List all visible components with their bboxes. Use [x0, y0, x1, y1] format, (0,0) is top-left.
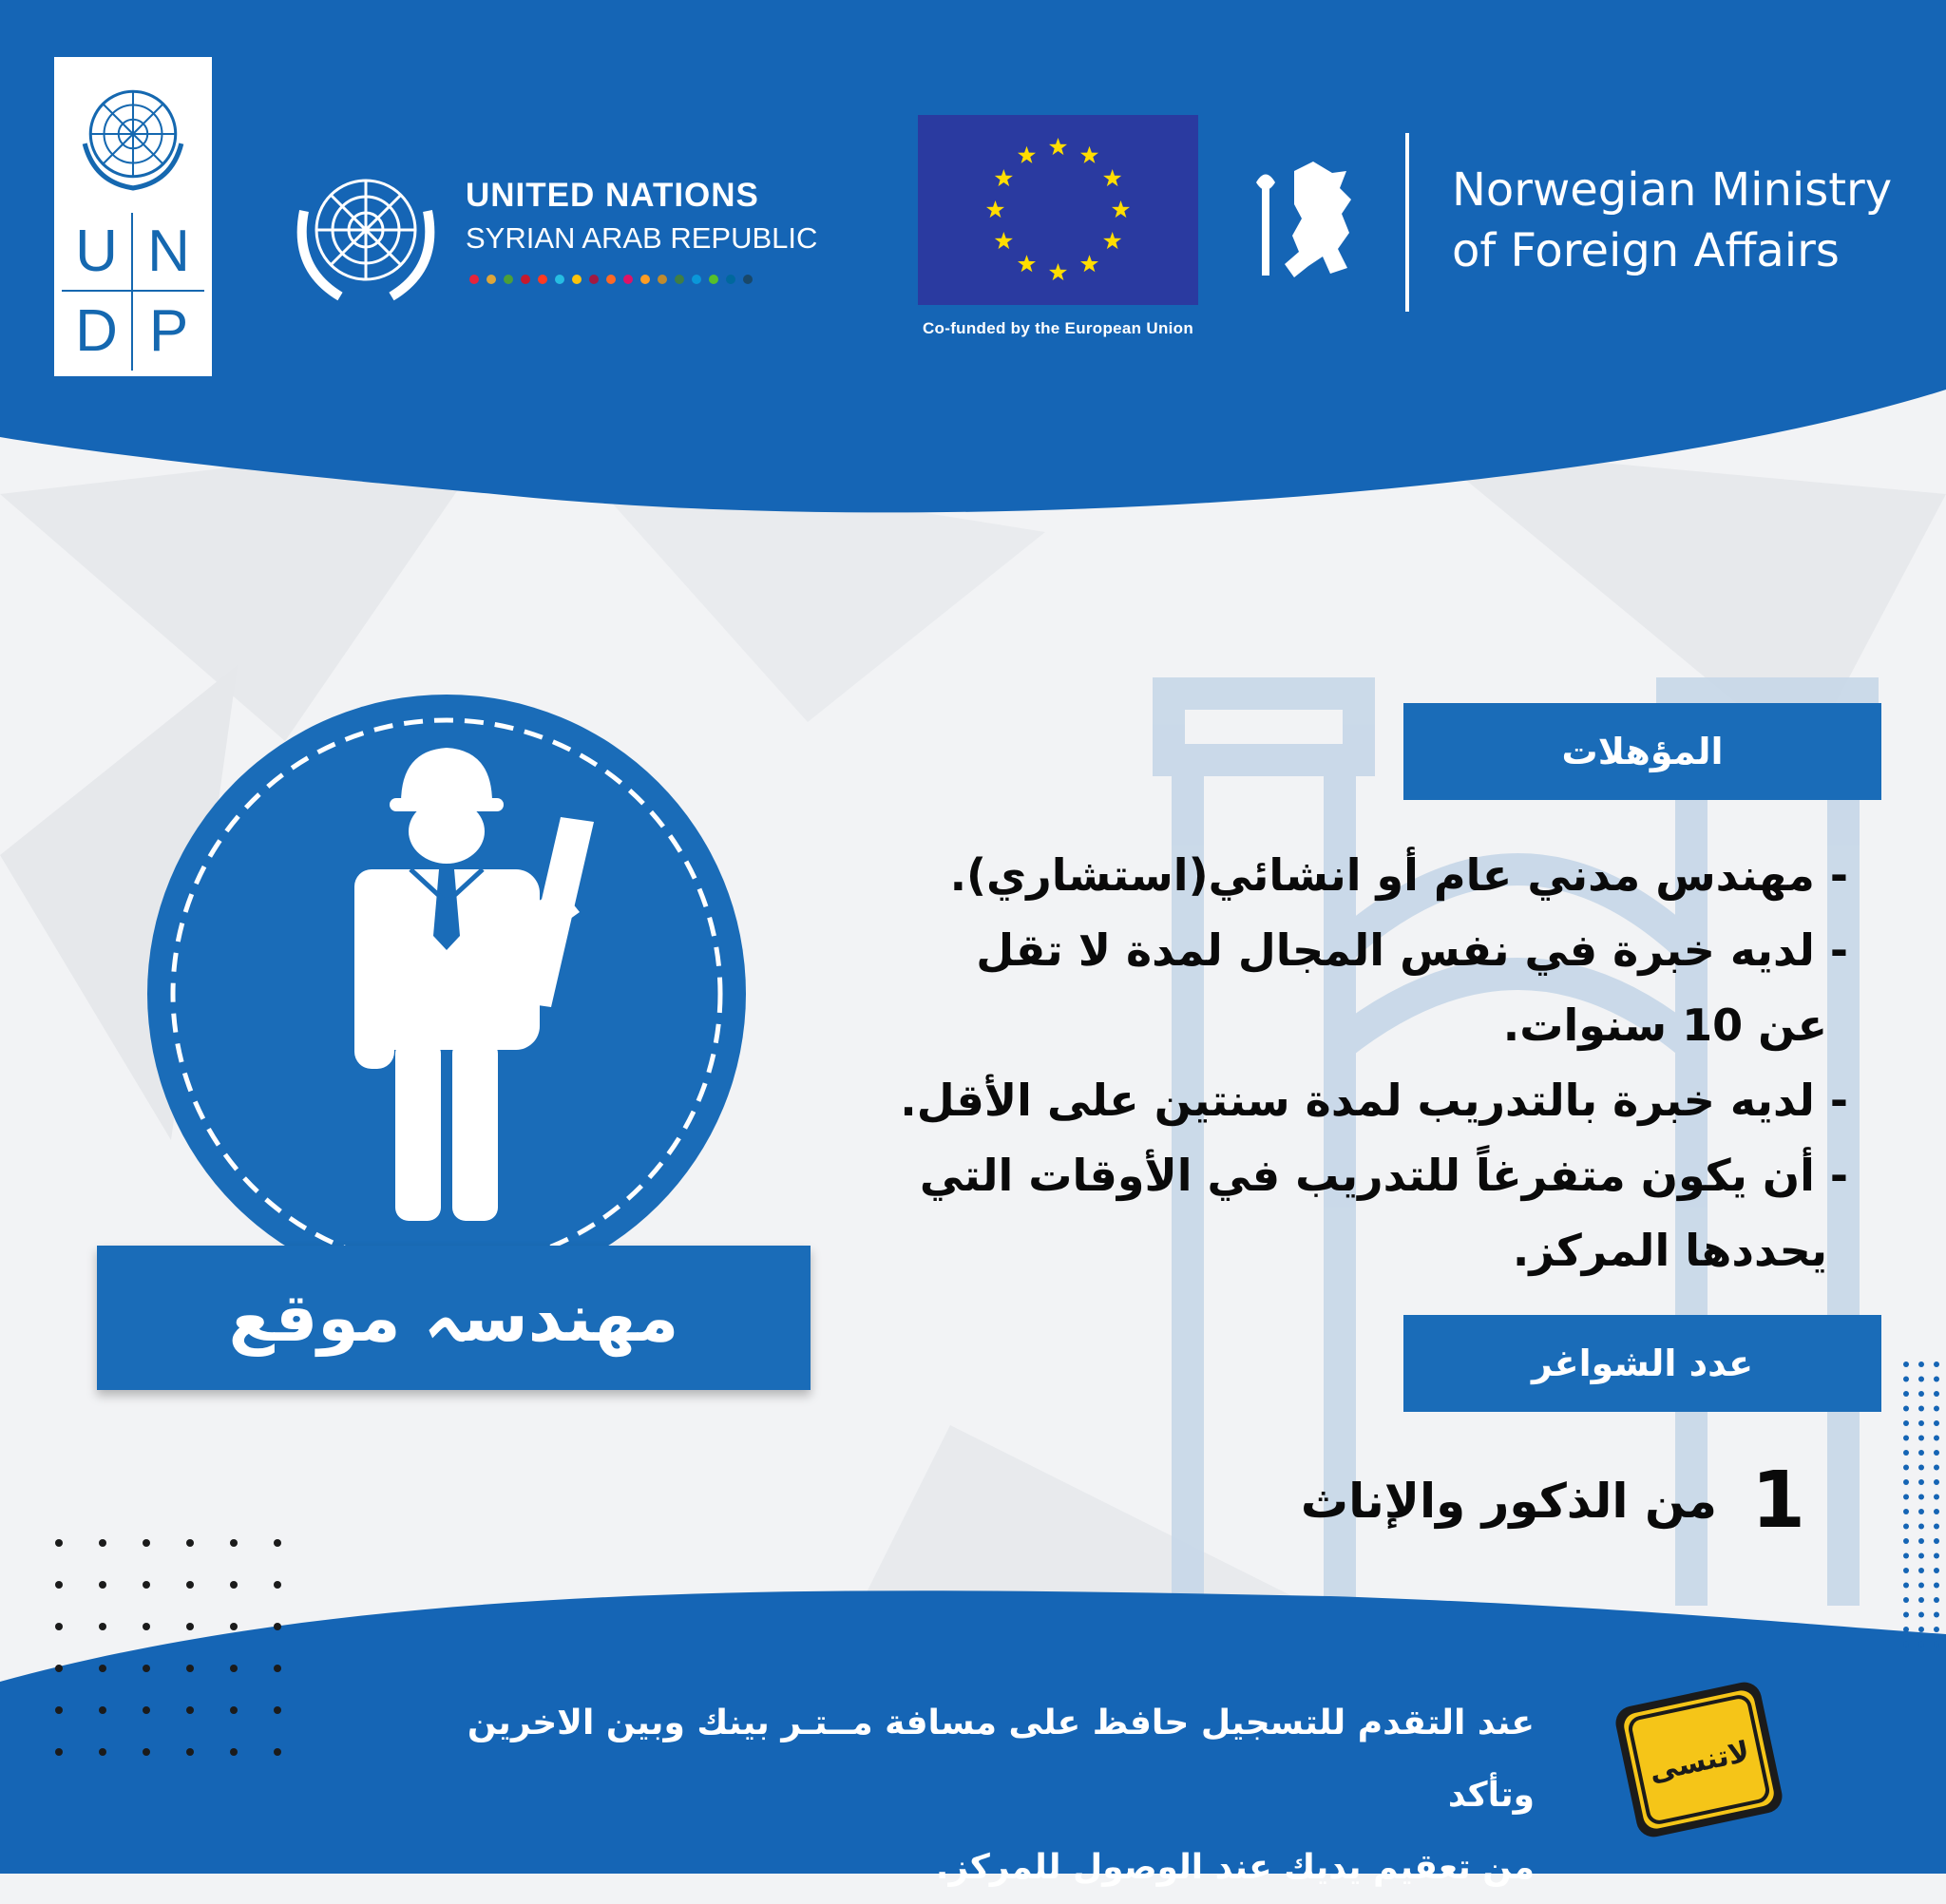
dot-pattern-right — [1900, 1359, 1946, 1653]
decor-dot — [230, 1623, 238, 1630]
decor-dot — [1903, 1642, 1909, 1647]
decor-dot — [230, 1665, 238, 1672]
decor-dot — [230, 1539, 238, 1547]
decor-dot — [1934, 1450, 1939, 1456]
decor-dot — [99, 1539, 106, 1547]
decor-dot — [1918, 1406, 1924, 1412]
decor-dot — [99, 1623, 106, 1630]
job-title: مهندسہ موقع — [228, 1279, 679, 1357]
decor-dot — [1934, 1583, 1939, 1589]
dot-pattern — [53, 1537, 291, 1775]
decor-dot — [1903, 1524, 1909, 1530]
decor-dot — [1934, 1377, 1939, 1382]
decor-dot — [1918, 1495, 1924, 1500]
norway-line-1: Norwegian Ministry — [1452, 163, 1893, 217]
qualifications-list — [900, 838, 1848, 1288]
decor-dot — [1934, 1524, 1939, 1530]
decor-dot — [143, 1665, 150, 1672]
decor-dot — [143, 1539, 150, 1547]
decor-dot — [1903, 1391, 1909, 1397]
decor-dot — [55, 1623, 63, 1630]
un-title: UNITED NATIONS — [466, 177, 759, 214]
decor-dot — [1903, 1538, 1909, 1544]
decor-dot — [1918, 1538, 1924, 1544]
decor-dot — [1918, 1436, 1924, 1441]
decor-dot — [1934, 1420, 1939, 1426]
list-item: - مهندس مدني عام أو انشائي(استشاري). — [949, 849, 1848, 901]
un-emblem-icon — [283, 163, 449, 306]
decor-dot — [1918, 1612, 1924, 1618]
decor-dot — [1918, 1597, 1924, 1603]
vacancies-text: من الذكور والإناث — [1300, 1473, 1717, 1529]
decor-dot — [1934, 1553, 1939, 1559]
undp-logo — [54, 57, 212, 376]
decor-dot — [143, 1581, 150, 1589]
decor-dot — [55, 1539, 63, 1547]
decor-dot — [186, 1539, 194, 1547]
norway-lion-icon — [1256, 162, 1363, 280]
decor-dot — [1903, 1436, 1909, 1441]
sdg-color-dots — [469, 275, 753, 284]
decor-dot — [1918, 1642, 1924, 1647]
decor-dot — [1934, 1391, 1939, 1397]
decor-dot — [1934, 1479, 1939, 1485]
decor-dot — [1903, 1450, 1909, 1456]
decor-dot — [99, 1665, 106, 1672]
decor-dot — [274, 1706, 281, 1714]
norway-ministry-name — [1452, 160, 1892, 281]
decor-dot — [1934, 1538, 1939, 1544]
decor-dot — [186, 1581, 194, 1589]
list-item: - أن يكون متفرغاً للتدريب في الأوقات التي يحددها المركز. — [919, 1150, 1848, 1276]
un-subtitle: SYRIAN ARAB REPUBLIC — [466, 221, 818, 255]
engineer-badge — [114, 679, 779, 1268]
decor-dot — [186, 1665, 194, 1672]
footer-notice — [380, 1687, 1535, 1904]
decor-dot — [1903, 1612, 1909, 1618]
decor-dot — [1934, 1465, 1939, 1471]
decor-dot — [1903, 1495, 1909, 1500]
decor-dot — [274, 1581, 281, 1589]
decor-dot — [1918, 1553, 1924, 1559]
decor-dot — [1918, 1568, 1924, 1573]
norway-line-2: of Foreign Affairs — [1452, 224, 1840, 277]
decor-dot — [1918, 1465, 1924, 1471]
footer-line-2: من تعقيم يديك عند الوصول للمركز. — [935, 1848, 1535, 1887]
undp-letter-u: U — [62, 213, 133, 292]
decor-dot — [1903, 1597, 1909, 1603]
decor-dot — [1934, 1495, 1939, 1500]
caution-sign-text: لاتنسى — [1646, 1735, 1753, 1789]
decor-dot — [55, 1581, 63, 1589]
decor-dot — [1903, 1377, 1909, 1382]
undp-letter-d: D — [62, 292, 133, 371]
decor-dot — [230, 1706, 238, 1714]
undp-globe-icon — [75, 76, 191, 192]
decor-dot — [55, 1665, 63, 1672]
vacancies-count: 1 — [1750, 1456, 1805, 1546]
decor-dot — [1934, 1612, 1939, 1618]
decor-dot — [1903, 1479, 1909, 1485]
job-title-box — [97, 1246, 811, 1390]
decor-dot — [1903, 1583, 1909, 1589]
qualifications-heading: المؤهلات — [1403, 703, 1881, 800]
decor-dot — [143, 1706, 150, 1714]
decor-dot — [1918, 1583, 1924, 1589]
decor-dot — [1934, 1361, 1939, 1367]
decor-dot — [274, 1539, 281, 1547]
eu-flag-icon — [918, 115, 1198, 305]
decor-dot — [1918, 1627, 1924, 1632]
list-item: - لديه خبرة بالتدريب لمدة سنتين على الأقل. — [900, 1075, 1848, 1126]
eu-caption: Co-funded by the European Union — [922, 319, 1194, 337]
decor-dot — [1918, 1377, 1924, 1382]
decor-dot — [186, 1706, 194, 1714]
decor-dot — [1918, 1479, 1924, 1485]
decor-dot — [1903, 1509, 1909, 1514]
vacancies-heading: عدد الشواغر — [1403, 1315, 1881, 1412]
decor-dot — [99, 1706, 106, 1714]
decor-dot — [230, 1581, 238, 1589]
decor-dot — [1934, 1406, 1939, 1412]
decor-dot — [186, 1623, 194, 1630]
decor-dot — [1934, 1568, 1939, 1573]
decor-dot — [143, 1748, 150, 1756]
decor-dot — [1918, 1420, 1924, 1426]
decor-dot — [1903, 1465, 1909, 1471]
decor-dot — [143, 1623, 150, 1630]
decor-dot — [1903, 1406, 1909, 1412]
decor-dot — [1903, 1420, 1909, 1426]
decor-dot — [1934, 1436, 1939, 1441]
decor-dot — [55, 1748, 63, 1756]
decor-dot — [274, 1748, 281, 1756]
decor-dot — [1903, 1627, 1909, 1632]
decor-dot — [274, 1665, 281, 1672]
norway-divider — [1405, 133, 1409, 312]
decor-dot — [1934, 1597, 1939, 1603]
undp-letter-n: N — [133, 213, 204, 292]
decor-dot — [1903, 1361, 1909, 1367]
decor-dot — [99, 1748, 106, 1756]
decor-dot — [1934, 1509, 1939, 1514]
decor-dot — [186, 1748, 194, 1756]
footer-line-1: عند التقدم للتسجيل حافظ على مسافة مــتـر بينك وبين الاخرين وتأكد — [467, 1704, 1535, 1815]
decor-dot — [1903, 1568, 1909, 1573]
decor-dot — [1918, 1361, 1924, 1367]
decor-dot — [1934, 1627, 1939, 1632]
undp-letter-p: P — [148, 298, 189, 364]
list-item: - لديه خبرة في نفس المجال لمدة لا تقل عن 10 سنوات. — [976, 924, 1848, 1051]
decor-dot — [274, 1623, 281, 1630]
decor-dot — [230, 1748, 238, 1756]
decor-dot — [1918, 1524, 1924, 1530]
decor-dot — [55, 1706, 63, 1714]
vacancies-info — [1300, 1456, 1805, 1546]
decor-dot — [1918, 1509, 1924, 1514]
decor-dot — [1934, 1642, 1939, 1647]
caution-sign-icon — [1604, 1665, 1794, 1855]
decor-dot — [99, 1581, 106, 1589]
decor-dot — [1918, 1391, 1924, 1397]
decor-dot — [1903, 1553, 1909, 1559]
decor-dot — [1918, 1450, 1924, 1456]
